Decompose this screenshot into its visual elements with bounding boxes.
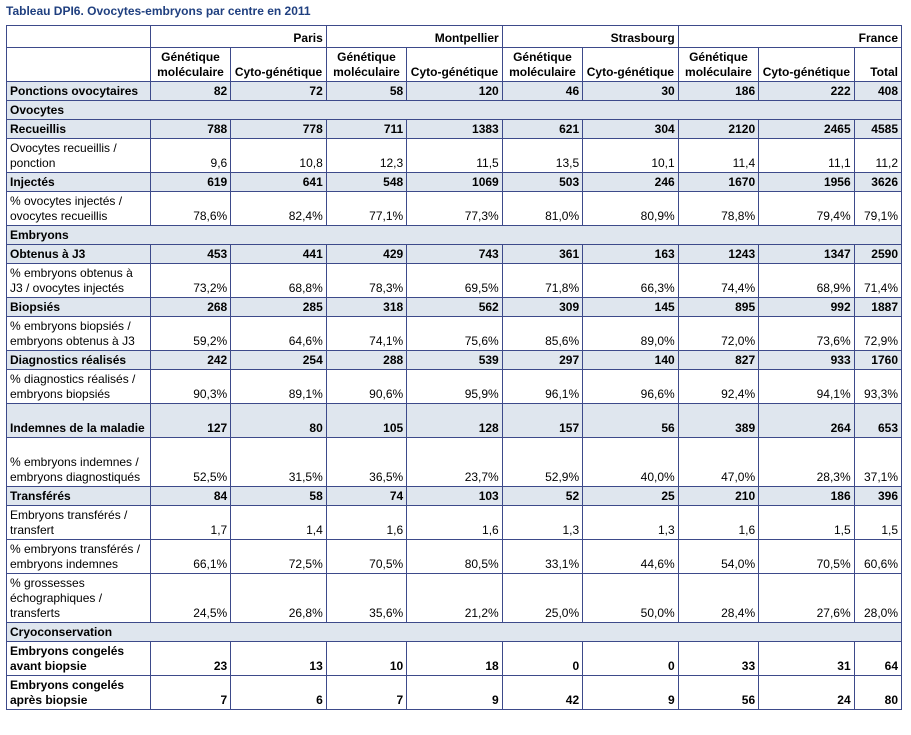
value-cell: 619 [150, 173, 230, 192]
table-row [7, 438, 902, 487]
value-cell: 33,1% [502, 540, 582, 574]
value-cell: 47,0% [678, 438, 758, 487]
value-cell: 145 [583, 298, 679, 317]
value-cell: 285 [231, 298, 327, 317]
value-cell: 90,6% [326, 370, 406, 404]
value-cell: 13,5 [502, 139, 582, 173]
value-cell: 9,6 [150, 139, 230, 173]
value-cell: 78,8% [678, 192, 758, 226]
value-cell: 68,9% [759, 264, 855, 298]
value-cell: 0 [502, 642, 582, 676]
row-label: Cryoconservation [7, 623, 902, 642]
value-cell: 7 [326, 676, 406, 710]
table-row [7, 317, 902, 351]
value-cell: 11,5 [407, 139, 503, 173]
value-cell: 254 [231, 351, 327, 370]
value-cell: 93,3% [854, 370, 901, 404]
value-cell: 186 [759, 487, 855, 506]
value-cell: 56 [678, 676, 758, 710]
value-cell: 2120 [678, 120, 758, 139]
value-cell: 12,3 [326, 139, 406, 173]
row-label: % diagnostics réalisés / embryons biopsiés [7, 370, 151, 404]
value-cell: 1069 [407, 173, 503, 192]
value-cell: 246 [583, 173, 679, 192]
subheader-gen: Génétique moléculaire [326, 48, 406, 82]
table-row [7, 642, 902, 676]
row-label: Ovocytes [7, 101, 902, 120]
value-cell: 23,7% [407, 438, 503, 487]
value-cell: 23 [150, 642, 230, 676]
value-cell: 74,1% [326, 317, 406, 351]
subheader-cyto: Cyto-génétique [759, 48, 855, 82]
value-cell: 80 [854, 676, 901, 710]
value-cell: 13 [231, 642, 327, 676]
value-cell: 242 [150, 351, 230, 370]
subheader-total: Total [854, 48, 901, 82]
value-cell: 11,4 [678, 139, 758, 173]
value-cell: 21,2% [407, 574, 503, 623]
value-cell: 92,4% [678, 370, 758, 404]
value-cell: 11,2 [854, 139, 901, 173]
value-cell: 40,0% [583, 438, 679, 487]
value-cell: 95,9% [407, 370, 503, 404]
value-cell: 71,8% [502, 264, 582, 298]
value-cell: 96,6% [583, 370, 679, 404]
value-cell: 788 [150, 120, 230, 139]
value-cell: 0 [583, 642, 679, 676]
value-cell: 408 [854, 82, 901, 101]
table-row [7, 173, 902, 192]
value-cell: 1,3 [502, 506, 582, 540]
value-cell: 268 [150, 298, 230, 317]
value-cell: 27,6% [759, 574, 855, 623]
value-cell: 621 [502, 120, 582, 139]
value-cell: 24 [759, 676, 855, 710]
row-label: Ovocytes recueillis / ponction [7, 139, 151, 173]
value-cell: 60,6% [854, 540, 901, 574]
value-cell: 10,8 [231, 139, 327, 173]
value-cell: 56 [583, 404, 679, 438]
table-body [7, 82, 902, 710]
value-cell: 318 [326, 298, 406, 317]
value-cell: 74 [326, 487, 406, 506]
value-cell: 26,8% [231, 574, 327, 623]
value-cell: 163 [583, 245, 679, 264]
header-row-centres [7, 26, 902, 48]
row-label: Indemnes de la maladie [7, 404, 151, 438]
value-cell: 1670 [678, 173, 758, 192]
value-cell: 42 [502, 676, 582, 710]
value-cell: 18 [407, 642, 503, 676]
table-title: Tableau DPI6. Ovocytes-embryons par centre en 2011 [6, 4, 311, 18]
value-cell: 827 [678, 351, 758, 370]
value-cell: 140 [583, 351, 679, 370]
table-row [7, 506, 902, 540]
subheader-cyto: Cyto-génétique [407, 48, 503, 82]
value-cell: 1887 [854, 298, 901, 317]
value-cell: 74,4% [678, 264, 758, 298]
value-cell: 66,1% [150, 540, 230, 574]
value-cell: 31,5% [231, 438, 327, 487]
value-cell: 1383 [407, 120, 503, 139]
value-cell: 82 [150, 82, 230, 101]
value-cell: 10,1 [583, 139, 679, 173]
row-label: % ovocytes injectés / ovocytes recueillis [7, 192, 151, 226]
table-row [7, 192, 902, 226]
value-cell: 539 [407, 351, 503, 370]
value-cell: 80 [231, 404, 327, 438]
value-cell: 52,5% [150, 438, 230, 487]
row-label: % embryons obtenus à J3 / ovocytes injectés [7, 264, 151, 298]
value-cell: 96,1% [502, 370, 582, 404]
table-row [7, 370, 902, 404]
row-label: Transférés [7, 487, 151, 506]
corner-cell [7, 26, 151, 48]
row-label: Biopsiés [7, 298, 151, 317]
table-row [7, 676, 902, 710]
row-label: Injectés [7, 173, 151, 192]
value-cell: 28,0% [854, 574, 901, 623]
value-cell: 79,1% [854, 192, 901, 226]
value-cell: 77,1% [326, 192, 406, 226]
value-cell: 58 [231, 487, 327, 506]
value-cell: 64 [854, 642, 901, 676]
value-cell: 7 [150, 676, 230, 710]
value-cell: 70,5% [759, 540, 855, 574]
row-label: % embryons transférés / embryons indemnes [7, 540, 151, 574]
table-row [7, 245, 902, 264]
value-cell: 79,4% [759, 192, 855, 226]
value-cell: 103 [407, 487, 503, 506]
value-cell: 35,6% [326, 574, 406, 623]
value-cell: 128 [407, 404, 503, 438]
value-cell: 304 [583, 120, 679, 139]
value-cell: 31 [759, 642, 855, 676]
value-cell: 933 [759, 351, 855, 370]
value-cell: 1956 [759, 173, 855, 192]
row-label: Embryons transférés / transfert [7, 506, 151, 540]
row-label: Embryons congelés avant biopsie [7, 642, 151, 676]
value-cell: 503 [502, 173, 582, 192]
value-cell: 1,6 [326, 506, 406, 540]
value-cell: 361 [502, 245, 582, 264]
centre-header-france: France [678, 26, 901, 48]
value-cell: 2465 [759, 120, 855, 139]
value-cell: 105 [326, 404, 406, 438]
value-cell: 288 [326, 351, 406, 370]
value-cell: 68,8% [231, 264, 327, 298]
value-cell: 54,0% [678, 540, 758, 574]
value-cell: 562 [407, 298, 503, 317]
value-cell: 297 [502, 351, 582, 370]
value-cell: 120 [407, 82, 503, 101]
row-label: % embryons biopsiés / embryons obtenus à J3 [7, 317, 151, 351]
value-cell: 429 [326, 245, 406, 264]
value-cell: 81,0% [502, 192, 582, 226]
value-cell: 72,5% [231, 540, 327, 574]
value-cell: 210 [678, 487, 758, 506]
section-row [7, 226, 902, 245]
value-cell: 653 [854, 404, 901, 438]
centre-header-strasbourg: Strasbourg [502, 26, 678, 48]
value-cell: 80,9% [583, 192, 679, 226]
value-cell: 72 [231, 82, 327, 101]
value-cell: 69,5% [407, 264, 503, 298]
value-cell: 52 [502, 487, 582, 506]
value-cell: 992 [759, 298, 855, 317]
value-cell: 72,9% [854, 317, 901, 351]
section-row [7, 101, 902, 120]
row-label: Embryons [7, 226, 902, 245]
value-cell: 78,6% [150, 192, 230, 226]
value-cell: 28,4% [678, 574, 758, 623]
table-row [7, 351, 902, 370]
value-cell: 52,9% [502, 438, 582, 487]
value-cell: 1760 [854, 351, 901, 370]
row-label: Ponctions ovocytaires [7, 82, 151, 101]
value-cell: 89,1% [231, 370, 327, 404]
value-cell: 44,6% [583, 540, 679, 574]
value-cell: 389 [678, 404, 758, 438]
value-cell: 72,0% [678, 317, 758, 351]
row-label: Obtenus à J3 [7, 245, 151, 264]
value-cell: 73,2% [150, 264, 230, 298]
value-cell: 70,5% [326, 540, 406, 574]
value-cell: 9 [407, 676, 503, 710]
value-cell: 453 [150, 245, 230, 264]
value-cell: 264 [759, 404, 855, 438]
value-cell: 1347 [759, 245, 855, 264]
value-cell: 1243 [678, 245, 758, 264]
value-cell: 6 [231, 676, 327, 710]
value-cell: 46 [502, 82, 582, 101]
value-cell: 778 [231, 120, 327, 139]
value-cell: 89,0% [583, 317, 679, 351]
value-cell: 711 [326, 120, 406, 139]
centre-header-paris: Paris [150, 26, 326, 48]
table-row [7, 298, 902, 317]
value-cell: 85,6% [502, 317, 582, 351]
value-cell: 64,6% [231, 317, 327, 351]
value-cell: 11,1 [759, 139, 855, 173]
value-cell: 895 [678, 298, 758, 317]
value-cell: 441 [231, 245, 327, 264]
value-cell: 77,3% [407, 192, 503, 226]
header-row-types [7, 48, 902, 82]
row-label: Embryons congelés après biopsie [7, 676, 151, 710]
row-label: % embryons indemnes / embryons diagnostiqués [7, 438, 151, 487]
value-cell: 1,6 [678, 506, 758, 540]
value-cell: 36,5% [326, 438, 406, 487]
value-cell: 396 [854, 487, 901, 506]
value-cell: 186 [678, 82, 758, 101]
value-cell: 10 [326, 642, 406, 676]
table-row [7, 487, 902, 506]
value-cell: 1,5 [854, 506, 901, 540]
value-cell: 94,1% [759, 370, 855, 404]
value-cell: 222 [759, 82, 855, 101]
value-cell: 71,4% [854, 264, 901, 298]
section-row [7, 623, 902, 642]
value-cell: 1,3 [583, 506, 679, 540]
value-cell: 25 [583, 487, 679, 506]
value-cell: 50,0% [583, 574, 679, 623]
table-row [7, 574, 902, 623]
row-label: Recueillis [7, 120, 151, 139]
value-cell: 1,7 [150, 506, 230, 540]
value-cell: 80,5% [407, 540, 503, 574]
value-cell: 9 [583, 676, 679, 710]
value-cell: 28,3% [759, 438, 855, 487]
value-cell: 1,4 [231, 506, 327, 540]
value-cell: 127 [150, 404, 230, 438]
value-cell: 24,5% [150, 574, 230, 623]
value-cell: 309 [502, 298, 582, 317]
value-cell: 548 [326, 173, 406, 192]
subheader-gen: Génétique moléculaire [150, 48, 230, 82]
subheader-cyto: Cyto-génétique [231, 48, 327, 82]
value-cell: 30 [583, 82, 679, 101]
value-cell: 82,4% [231, 192, 327, 226]
table-row [7, 540, 902, 574]
subheader-gen: Génétique moléculaire [502, 48, 582, 82]
centre-header-montpellier: Montpellier [326, 26, 502, 48]
value-cell: 641 [231, 173, 327, 192]
table-row [7, 120, 902, 139]
table-row [7, 264, 902, 298]
value-cell: 37,1% [854, 438, 901, 487]
value-cell: 66,3% [583, 264, 679, 298]
value-cell: 743 [407, 245, 503, 264]
value-cell: 75,6% [407, 317, 503, 351]
value-cell: 3626 [854, 173, 901, 192]
value-cell: 90,3% [150, 370, 230, 404]
data-table [6, 25, 902, 710]
value-cell: 1,6 [407, 506, 503, 540]
value-cell: 78,3% [326, 264, 406, 298]
subheader-cyto: Cyto-génétique [583, 48, 679, 82]
value-cell: 58 [326, 82, 406, 101]
row-label: % grossesses échographiques / transferts [7, 574, 151, 623]
value-cell: 25,0% [502, 574, 582, 623]
table-row [7, 82, 902, 101]
value-cell: 4585 [854, 120, 901, 139]
value-cell: 157 [502, 404, 582, 438]
row-label: Diagnostics réalisés [7, 351, 151, 370]
value-cell: 59,2% [150, 317, 230, 351]
value-cell: 73,6% [759, 317, 855, 351]
value-cell: 1,5 [759, 506, 855, 540]
table-row [7, 139, 902, 173]
value-cell: 33 [678, 642, 758, 676]
value-cell: 84 [150, 487, 230, 506]
subheader-gen: Génétique moléculaire [678, 48, 758, 82]
value-cell: 2590 [854, 245, 901, 264]
corner-cell-2 [7, 48, 151, 82]
table-row [7, 404, 902, 438]
